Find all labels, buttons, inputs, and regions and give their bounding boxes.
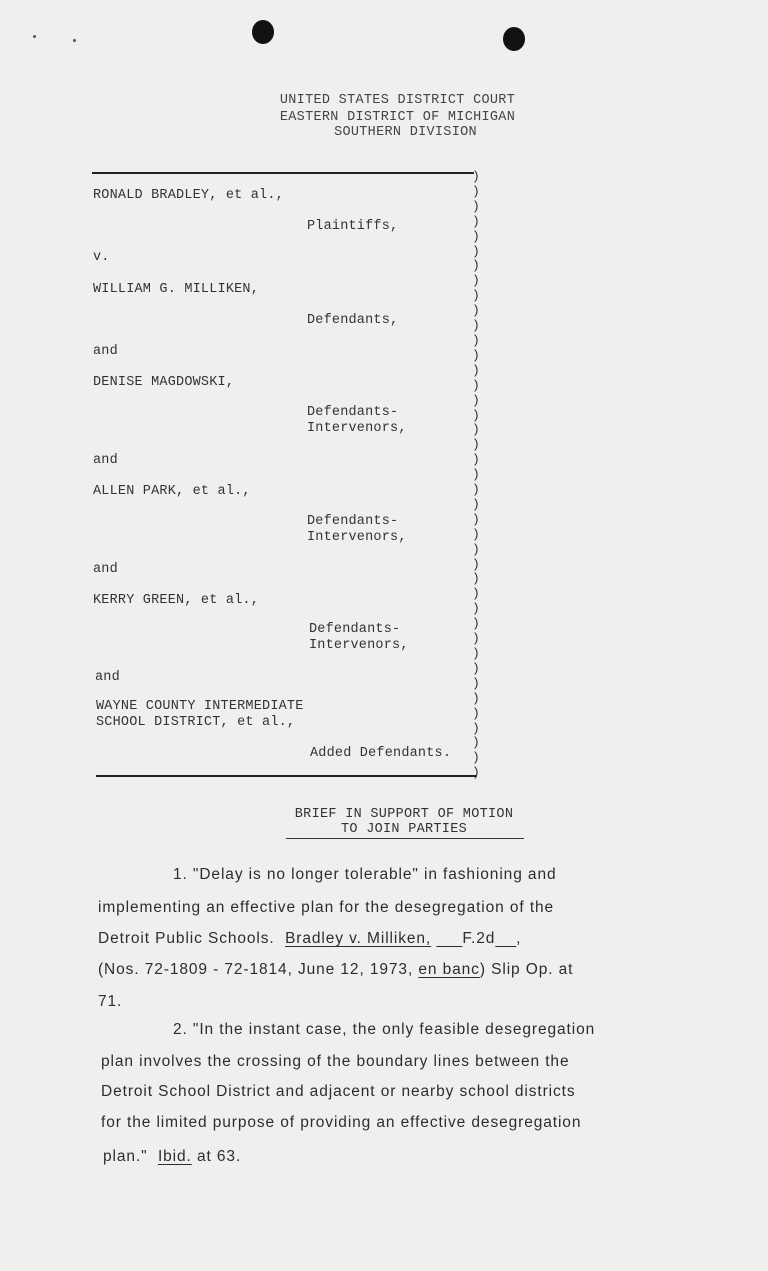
caption-top-rule: [92, 172, 474, 174]
paragraph-line: [98, 961, 573, 979]
text-segment: ,: [516, 930, 522, 947]
added-defendant-name: WAYNE COUNTY INTERMEDIATE: [96, 699, 304, 714]
text-segment: Detroit Public Schools.: [98, 930, 275, 947]
intervenor-role: Intervenors,: [309, 638, 409, 653]
defendant-role: Defendants,: [307, 313, 399, 328]
defendant-name: WILLIAM G. MILLIKEN,: [93, 282, 260, 297]
text-segment: at 63.: [196, 1148, 242, 1165]
conjunction-and: and: [95, 670, 120, 685]
citation-blank: [436, 930, 462, 947]
intervenor-role: Intervenors,: [307, 421, 407, 436]
court-name: UNITED STATES DISTRICT COURT: [279, 93, 516, 108]
paper-speck: [33, 35, 36, 38]
intervenor-name: ALLEN PARK, et al.,: [93, 484, 251, 499]
brief-subtitle: TO JOIN PARTIES: [340, 822, 468, 837]
punch-hole-right: [503, 27, 525, 51]
paragraph-line: [103, 1148, 241, 1166]
reporter: F.2d: [462, 930, 496, 947]
plaintiff-name: RONALD BRADLEY, et al.,: [93, 188, 284, 203]
ibid-citation: Ibid.: [157, 1148, 192, 1165]
added-defendant-role: Added Defendants.: [310, 746, 452, 761]
paragraph-line: [98, 930, 521, 948]
text-segment: (Nos. 72-1809 - 72-1814, June 12, 1973,: [98, 961, 414, 978]
text-segment: plan.": [103, 1148, 148, 1165]
court-district: EASTERN DISTRICT OF MICHIGAN: [279, 110, 516, 125]
caption-bracket-column: ) ) ) ) ) ) ) ) ) ) ) ) ) ) ) ) ) ) ) ) ) ) ) ) ) ) ) ) ) ) ) ) ) ) ) ) ) ) ) ) ): [472, 169, 480, 781]
citation-blank: [495, 930, 516, 947]
paragraph-line: 2. "In the instant case, the only feasible desegregation: [173, 1021, 596, 1038]
paragraph-line: Detroit School District and adjacent or nearby school districts: [101, 1083, 576, 1100]
court-division: SOUTHERN DIVISION: [334, 125, 477, 140]
title-underline: [286, 838, 524, 839]
versus: v.: [93, 250, 110, 265]
intervenor-role: Defendants-: [307, 514, 399, 529]
paragraph-line: 71.: [98, 993, 123, 1010]
added-defendant-name: SCHOOL DISTRICT, et al.,: [96, 715, 296, 730]
intervenor-role: Intervenors,: [307, 530, 407, 545]
paragraph-line: implementing an effective plan for the desegregation of the: [98, 899, 555, 916]
text-segment: ) Slip Op. at: [479, 961, 574, 978]
intervenor-role: Defendants-: [307, 405, 399, 420]
paragraph-line: for the limited purpose of providing an effective desegregation: [101, 1114, 582, 1131]
intervenor-name: DENISE MAGDOWSKI,: [93, 375, 235, 390]
punch-hole-left: [252, 20, 274, 44]
paragraph-line: plan involves the crossing of the boundary lines between the: [101, 1053, 570, 1070]
intervenor-role: Defendants-: [309, 622, 401, 637]
paper-speck: [73, 39, 76, 42]
brief-title: BRIEF IN SUPPORT OF MOTION: [294, 807, 514, 822]
en-banc: en banc: [418, 961, 480, 978]
conjunction-and: and: [93, 453, 118, 468]
caption-bottom-rule: [96, 775, 477, 777]
intervenor-name: KERRY GREEN, et al.,: [93, 593, 260, 608]
plaintiff-role: Plaintiffs,: [307, 219, 399, 234]
conjunction-and: and: [93, 344, 118, 359]
conjunction-and: and: [93, 562, 118, 577]
paragraph-line: 1. "Delay is no longer tolerable" in fashioning and: [173, 866, 557, 883]
case-citation: Bradley v. Milliken,: [285, 930, 432, 947]
